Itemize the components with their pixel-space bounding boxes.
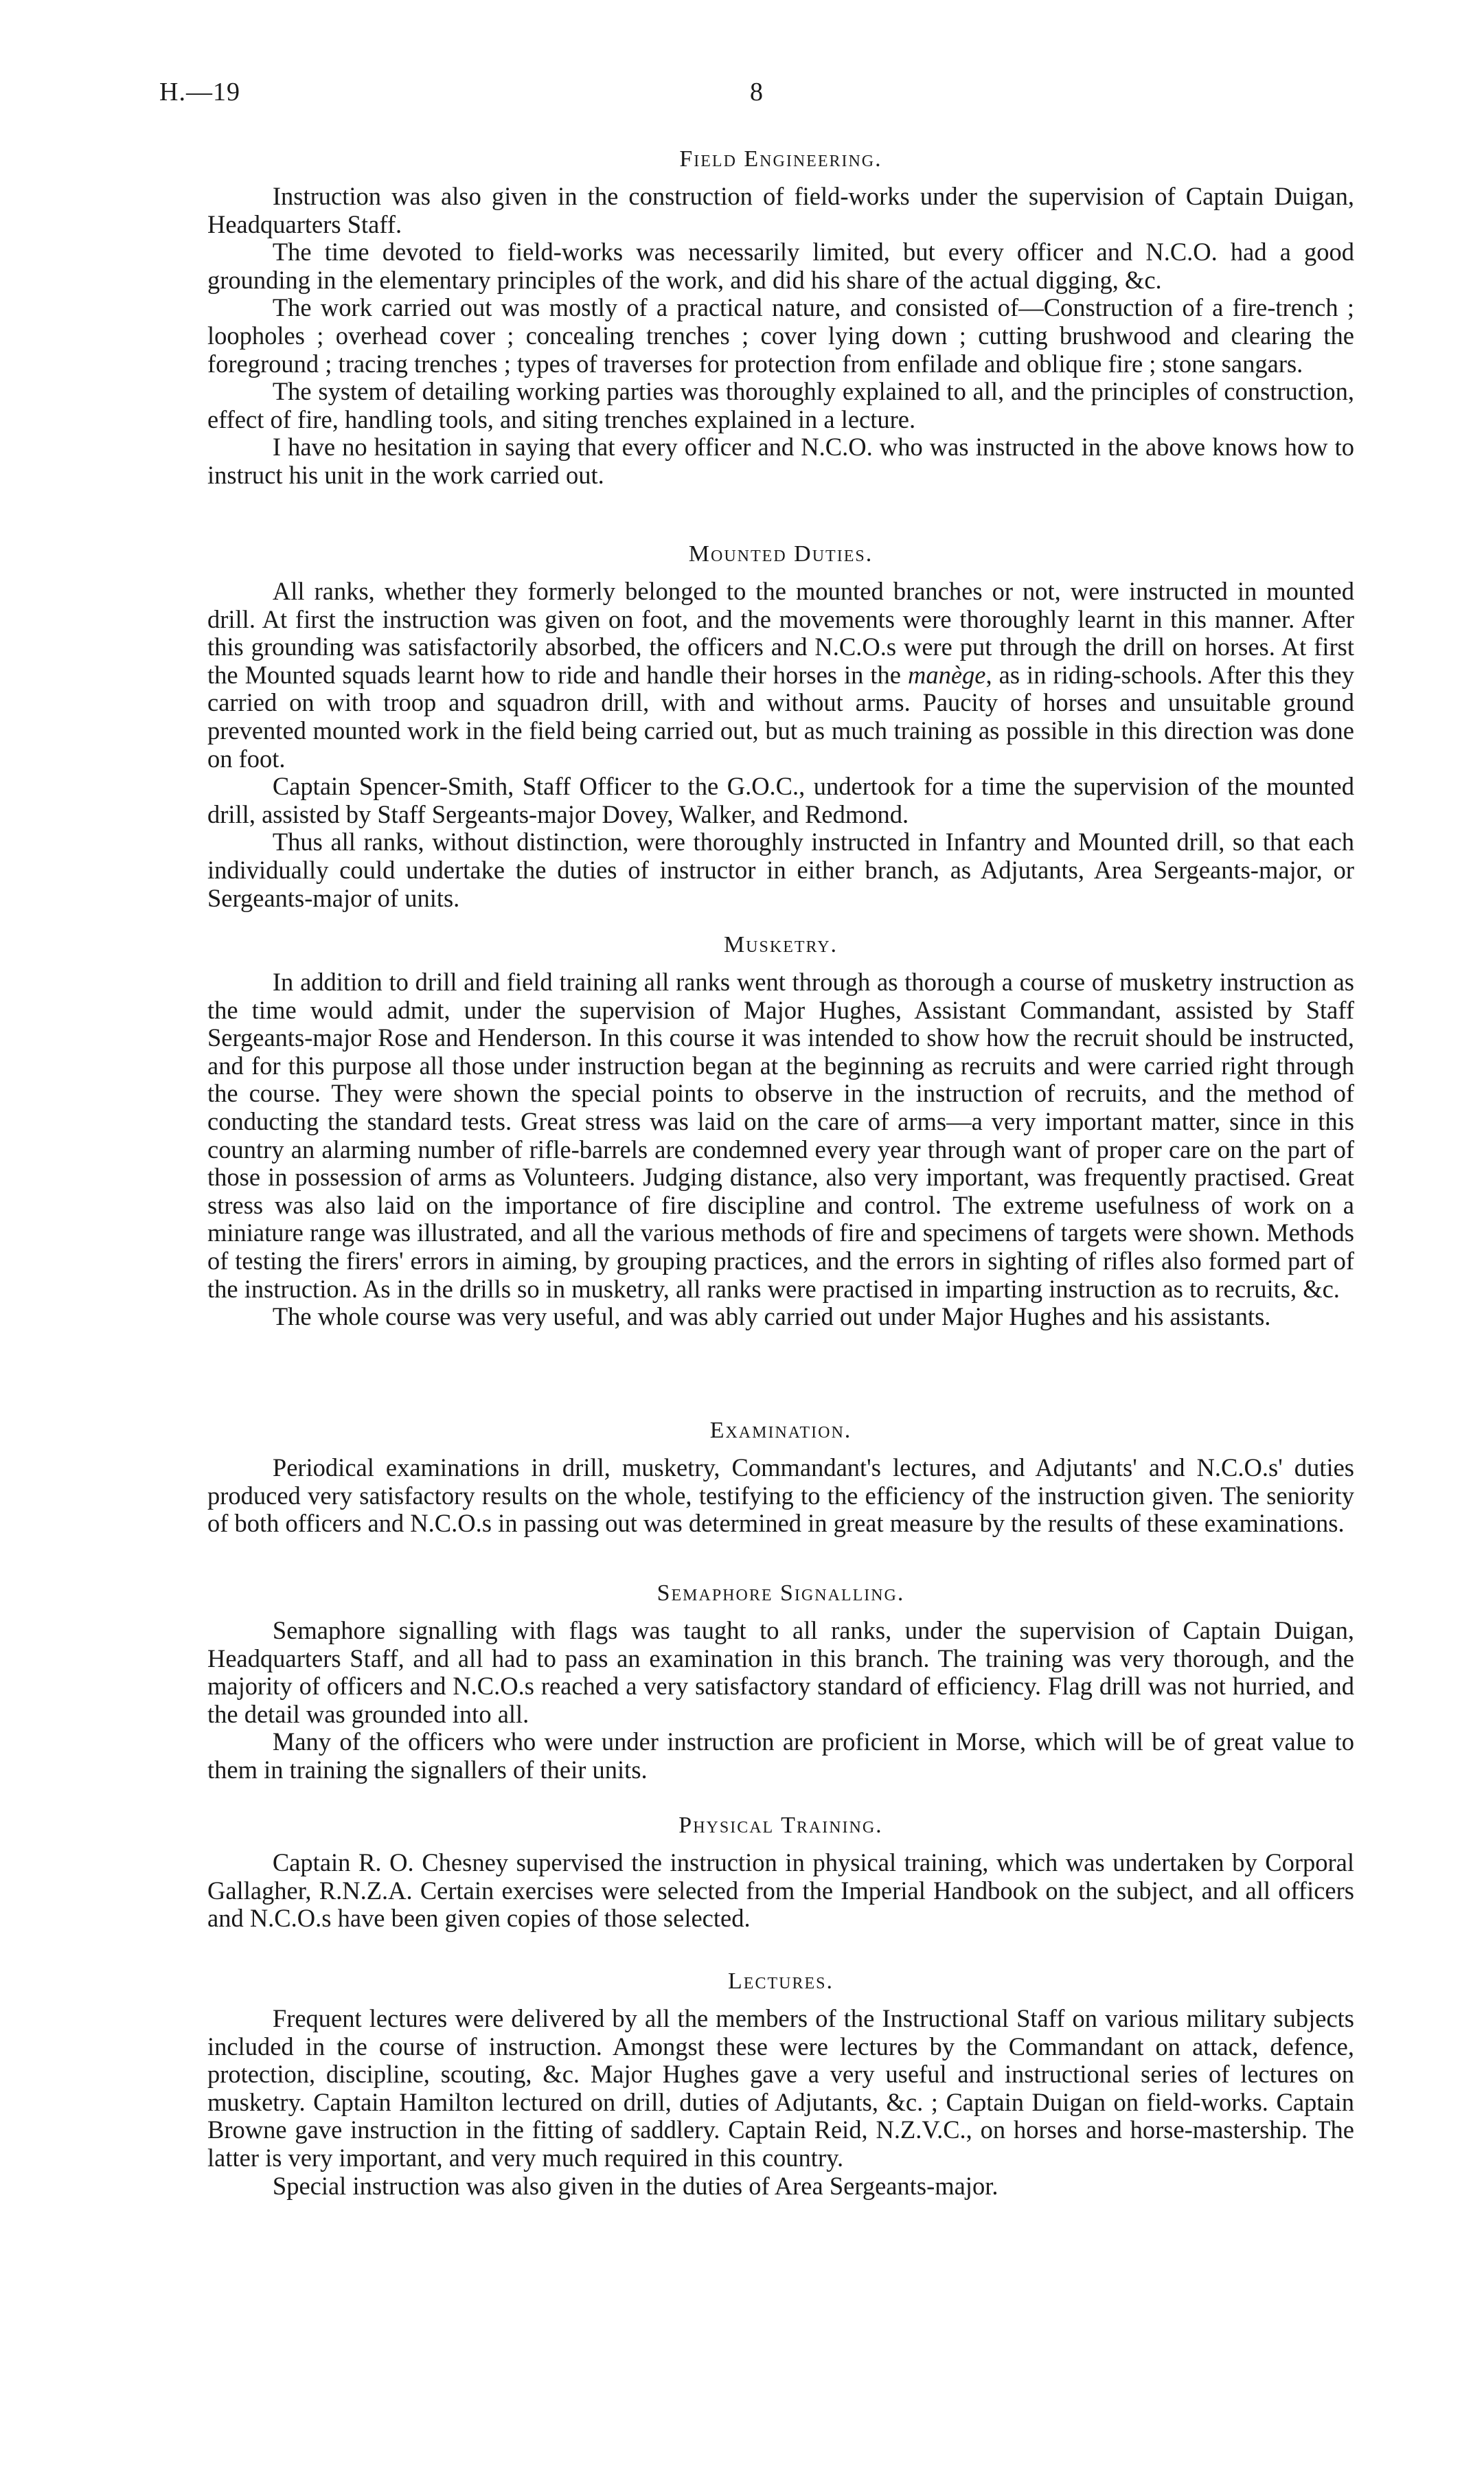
section-heading: Field Engineering. (679, 146, 882, 172)
section-musketry (207, 931, 1354, 1331)
section-heading: Lectures. (728, 1968, 834, 1994)
paragraph: Instruction was also given in the construction of field-works under the supervision of Captain Duigan, Headquarters Staff. (207, 182, 1354, 238)
section-heading: Musketry. (723, 932, 838, 957)
paragraph: The time devoted to field-works was necessarily limited, but every officer and N.C.O. had a good grounding in the elementary principles of the work, and did his share of the actual digging, &c. (207, 238, 1354, 294)
paragraph: Thus all ranks, without distinction, were thoroughly instructed in Infantry and Mounted drill, so that each individually could undertake the duties of instructor in either branch, as Adjutants, Area Sergeants-major, or Sergeants-major of units. (207, 828, 1354, 912)
section-lectures (207, 1968, 1354, 2200)
italic-term: manège (908, 660, 986, 689)
page-number: 8 (750, 78, 764, 106)
paragraph: Captain R. O. Chesney supervised the instruction in physical training, which was undertaken by Corporal Gallagher, R.N.Z.A. Certain exercises were selected from the Imperial Handbook on the subject, and all officers and N.C.O.s have been given copies of those selected. (207, 1848, 1354, 1933)
paragraph: The whole course was very useful, and was ably carried out under Major Hughes and his assistants. (272, 1302, 1271, 1331)
section-heading: Physical Training. (678, 1813, 883, 1838)
section-physical-training (207, 1812, 1354, 1933)
paragraph: The work carried out was mostly of a practical nature, and consisted of—Construction of a fire-trench ; loopholes ; overhead cover ; concealing trenches ; cover lying down ; cutting brushwood and clearing the foreground ; tracing trenches ; types of traverses for protection from enfilade and oblique fire ; stone sangars. (207, 293, 1354, 378)
document-reference: H.—19 (159, 78, 240, 106)
paragraph: All ranks, whether they formerly belonged to the mounted branches or not, were instructed in mounted drill. At first the instruction was given on foot, and the movements were thoroughly learnt in this manner. After this grounding was satisfactorily absorbed, the officers and N.C.O.s were put through the drill on horses. At first the Mounted squads learnt how to ride and handle their horses in the manège, as in riding-schools. After this they carried on with troop and squadron drill, with and without arms. Paucity of horses and unsuitable ground prevented mounted work in the field being carried out, but as much training as possible in this direction was done on foot. (207, 577, 1354, 773)
paragraph: Captain Spencer-Smith, Staff Officer to the G.O.C., undertook for a time the supervision of the mounted drill, assisted by Staff Sergeants-major Dovey, Walker, and Redmond. (207, 772, 1354, 828)
paragraph: Periodical examinations in drill, musketry, Commandant's lectures, and Adjutants' and N.C.O.s' duties produced very satisfactory results on the whole, testifying to the efficiency of the instruction given. The seniority of both officers and N.C.O.s in passing out was determined in great measure by the results of these examinations. (207, 1453, 1354, 1538)
section-mounted-duties (207, 541, 1354, 912)
paragraph: In addition to drill and field training all ranks went through as thorough a course of musketry instruction as the time would admit, under the supervision of Major Hughes, Assistant Commandant, assisted by Staff Sergeants-major Rose and Henderson. In this course it was intended to show how the recruit should be instructed, and for this purpose all those under instruction began at the beginning as recruits and were carried right through the course. They were shown the special points to observe in the instruction of recruits, and the method of conducting the standard tests. Great stress was laid on the care of arms—a very important matter, since in this country an alarming number of rifle-barrels are condemned every year through want of proper care on the part of those in possession of arms as Volunteers. Judging distance, also very important, was frequently practised. Great stress was also laid on the importance of fire discipline and control. The extreme usefulness of work on a miniature range was illustrated, and all the various methods of fire and specimens of targets were shown. Methods of testing the firers' errors in aiming, by grouping practices, and the errors in sighting of rifles also formed part of the instruction. As in the drills so in musketry, all ranks were practised in imparting instruction as to recruits, &c. (207, 968, 1354, 1303)
paragraph: Special instruction was also given in the duties of Area Sergeants-major. (272, 2171, 998, 2200)
paragraph: I have no hesitation in saying that every officer and N.C.O. who was instructed in the above knows how to instruct his unit in the work carried out. (207, 433, 1354, 489)
paragraph: Semaphore signalling with flags was taught to all ranks, under the supervision of Captain Duigan, Headquarters Staff, and all had to pass an examination in this branch. The training was very thorough, and the majority of officers and N.C.O.s reached a very satisfactory standard of efficiency. Flag drill was not hurried, and the detail was grounded into all. (207, 1616, 1354, 1728)
paragraph: Many of the officers who were under instruction are proficient in Morse, which will be of great value to them in training the signallers of their units. (207, 1727, 1354, 1784)
section-heading: Mounted Duties. (688, 541, 874, 567)
paragraph: Frequent lectures were delivered by all the members of the Instructional Staff on various military subjects included in the course of instruction. Amongst these were lectures by the Commandant on attack, defence, protection, discipline, scouting, &c. Major Hughes gave a very useful and instructional series of lectures on musketry. Captain Hamilton lectured on drill, duties of Adjutants, &c. ; Captain Duigan on field-works. Captain Browne gave instruction in the fitting of saddlery. Captain Reid, N.Z.V.C., on horses and horse-mastership. The latter is very important, and very much required in this country. (207, 2004, 1354, 2172)
section-field-engineering (207, 146, 1354, 490)
paragraph: The system of detailing working parties was thoroughly explained to all, and the principles of construction, effect of fire, handling tools, and siting trenches explained in a lecture. (207, 377, 1354, 433)
section-semaphore-signalling (207, 1580, 1354, 1784)
section-heading: Semaphore Signalling. (657, 1580, 905, 1606)
section-examination (207, 1417, 1354, 1538)
section-heading: Examination. (709, 1418, 852, 1443)
